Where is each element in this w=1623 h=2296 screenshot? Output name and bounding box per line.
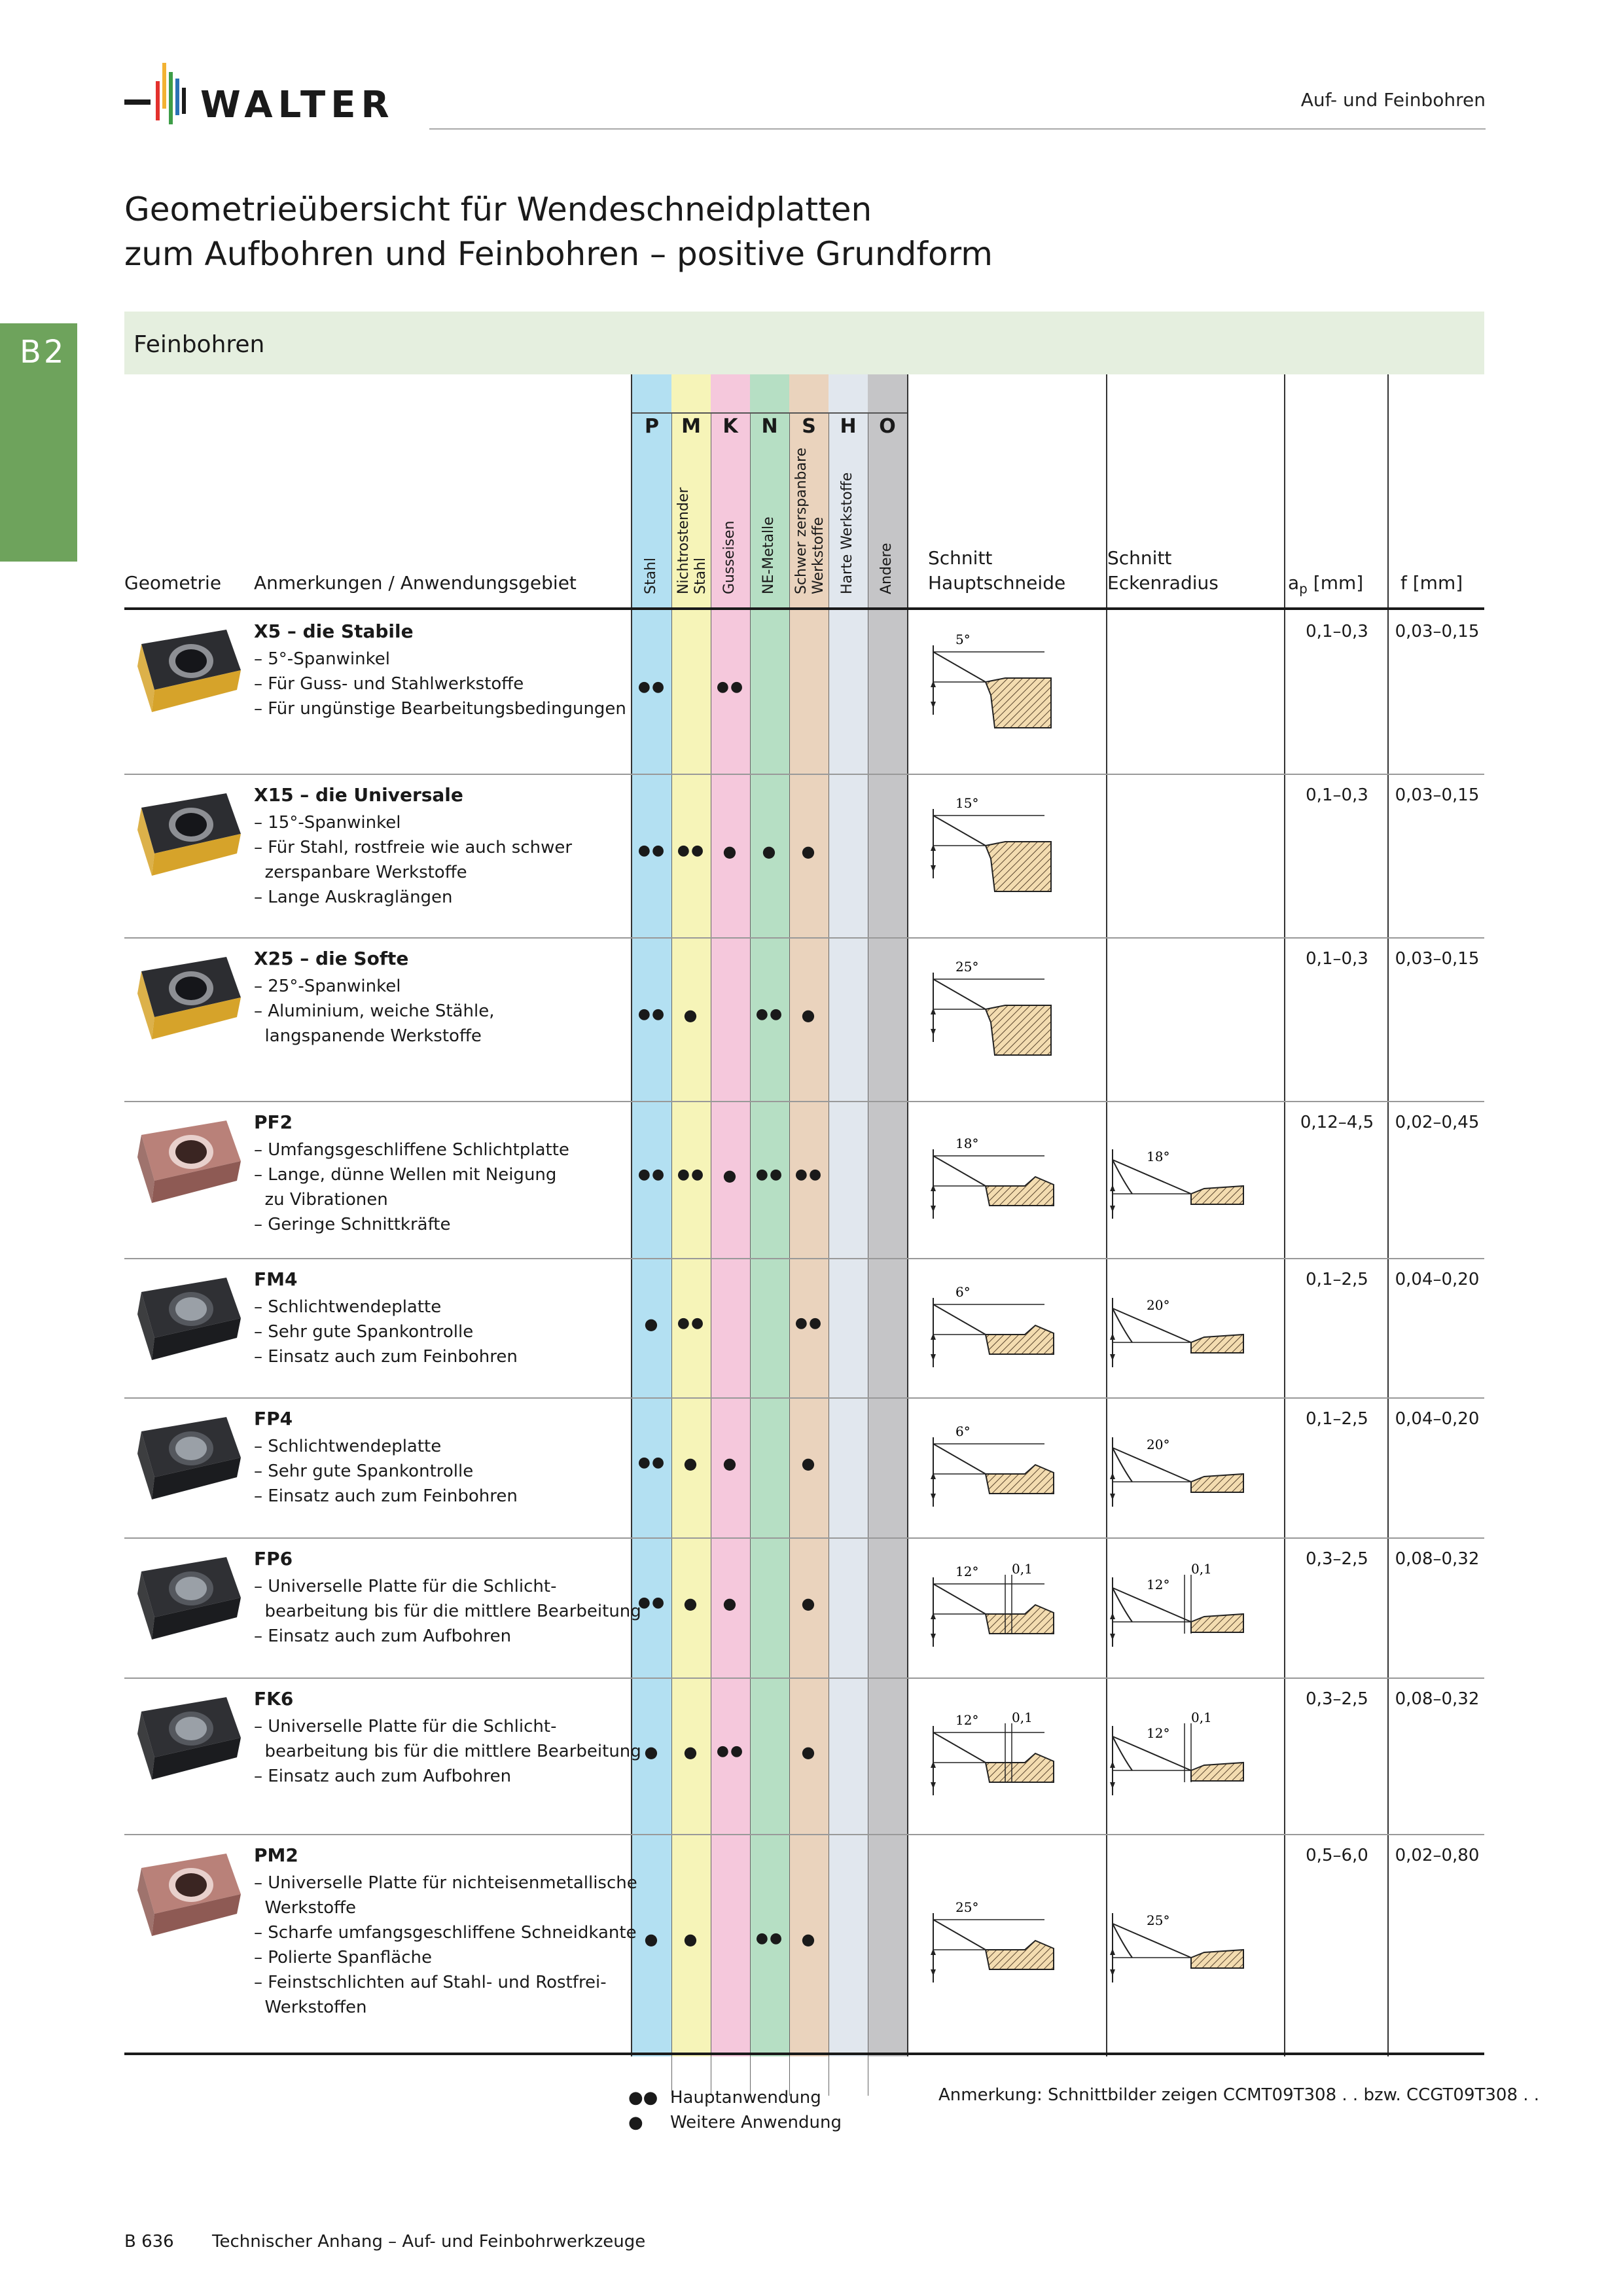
geometry-name: X25 – die Softe bbox=[254, 948, 409, 969]
table-row bbox=[124, 610, 1484, 774]
note-line: – Einsatz auch zum Aufbohren bbox=[254, 1626, 512, 1646]
angle-label: 18° bbox=[955, 1136, 979, 1151]
geometry-notes bbox=[254, 1714, 641, 1789]
note-line: – Einsatz auch zum Aufbohren bbox=[254, 1767, 512, 1786]
insert-image-icon bbox=[128, 1115, 246, 1213]
page-footer bbox=[124, 2232, 678, 2251]
table-row bbox=[124, 1258, 1484, 1397]
cut-corner-radius-sketch bbox=[1093, 1269, 1257, 1400]
header-notes: Anmerkungen / Anwendungsgebiet bbox=[254, 572, 577, 594]
material-name-s bbox=[793, 448, 827, 594]
cut-corner-radius-sketch bbox=[1093, 1884, 1257, 2015]
material-name-h bbox=[839, 473, 856, 594]
cut-main-edge-sketch bbox=[914, 1408, 1077, 1539]
application-dots-n: ●● bbox=[755, 1006, 784, 1022]
table-row bbox=[124, 1834, 1484, 2053]
geometry-name: FK6 bbox=[254, 1688, 294, 1710]
edge-width-label: 0,1 bbox=[1191, 1561, 1212, 1577]
material-letter-p: P bbox=[645, 415, 659, 438]
page-title bbox=[124, 187, 993, 276]
application-dots-k: ●● bbox=[716, 1742, 745, 1759]
geometry-table bbox=[124, 374, 1484, 2056]
geometry-name: X15 – die Universale bbox=[254, 784, 463, 806]
note-line: – Für Stahl, rostfreie wie auch schwer bbox=[254, 838, 573, 857]
geometry-name: FP4 bbox=[254, 1408, 293, 1429]
ap-value: 0,12–4,5 bbox=[1300, 1113, 1374, 1132]
geometry-name: FM4 bbox=[254, 1268, 298, 1290]
f-value: 0,03–0,15 bbox=[1395, 785, 1480, 805]
note-line: – Schlichtwendeplatte bbox=[254, 1437, 442, 1456]
ap-value: 0,1–0,3 bbox=[1306, 622, 1368, 641]
geometry-notes bbox=[254, 1434, 518, 1509]
logo-bars-icon bbox=[124, 62, 196, 127]
geometry-name: FP6 bbox=[254, 1548, 293, 1570]
application-dots-k: ●● bbox=[716, 679, 745, 695]
note-line: – Sehr gute Spankontrolle bbox=[254, 1462, 474, 1481]
material-name-m bbox=[675, 488, 709, 594]
application-dots-m: ●● bbox=[677, 1314, 705, 1331]
material-letter-o: O bbox=[879, 415, 896, 438]
f-value: 0,08–0,32 bbox=[1395, 1549, 1480, 1569]
header-cut-main-line-2: Hauptschneide bbox=[928, 572, 1066, 594]
application-dots-p: ●● bbox=[637, 1594, 666, 1611]
ap-value: 0,3–2,5 bbox=[1306, 1689, 1368, 1709]
insert-image-icon bbox=[128, 788, 246, 886]
geometry-name: PF2 bbox=[254, 1111, 293, 1133]
material-header-rule bbox=[632, 412, 907, 414]
application-dots-s: ● bbox=[801, 1454, 817, 1473]
application-dots-p: ●● bbox=[637, 679, 666, 695]
table-row bbox=[124, 1677, 1484, 1834]
geometry-notes bbox=[254, 1295, 518, 1369]
f-value: 0,03–0,15 bbox=[1395, 949, 1480, 969]
page-title-line-1: Geometrieübersicht für Wendeschneidplatten bbox=[124, 190, 872, 228]
edge-width-label: 0,1 bbox=[1012, 1561, 1033, 1577]
insert-image-icon bbox=[128, 952, 246, 1050]
note-line: langspanende Werkstoffe bbox=[254, 1026, 482, 1046]
material-name-n bbox=[760, 516, 777, 594]
material-name-line-2: Werkstoffe bbox=[810, 516, 827, 594]
header-cut-main-line-1: Schnitt bbox=[928, 547, 993, 569]
material-name-o bbox=[878, 543, 895, 594]
application-dots-k: ● bbox=[722, 1594, 738, 1613]
note-line: – Universelle Platte für die Schlicht- bbox=[254, 1577, 557, 1596]
f-value: 0,02–0,80 bbox=[1395, 1846, 1480, 1865]
header-ap-symbol: a bbox=[1288, 572, 1300, 594]
application-dots-n: ● bbox=[762, 842, 777, 861]
application-dots-p: ● bbox=[644, 1930, 660, 1948]
note-line: – Universelle Platte für nichteisenmetallische bbox=[254, 1873, 637, 1893]
material-letter-s: S bbox=[802, 415, 816, 438]
application-dots-k: ● bbox=[722, 1166, 738, 1185]
application-dots-m: ● bbox=[683, 1454, 699, 1473]
insert-image-icon bbox=[128, 1552, 246, 1650]
header-f: f [mm] bbox=[1400, 572, 1463, 594]
ap-value: 0,1–0,3 bbox=[1306, 949, 1368, 969]
geometry-notes bbox=[254, 647, 626, 721]
material-name-line-1: Andere bbox=[878, 543, 895, 594]
material-name-k bbox=[721, 520, 738, 594]
section-band-label: Feinbohren bbox=[134, 331, 265, 358]
ap-value: 0,1–0,3 bbox=[1306, 785, 1368, 805]
note-line: – Sehr gute Spankontrolle bbox=[254, 1322, 474, 1342]
application-dots-k: ● bbox=[722, 842, 738, 861]
note-line: – Polierte Spanfläche bbox=[254, 1948, 433, 1967]
cut-main-edge-sketch bbox=[914, 944, 1077, 1075]
note-line: – Für ungünstige Bearbeitungsbedingungen bbox=[254, 699, 626, 719]
angle-label: 6° bbox=[955, 1283, 971, 1300]
angle-label: 15° bbox=[955, 795, 979, 811]
material-name-line-1: Stahl bbox=[643, 557, 659, 594]
angle-label: 20° bbox=[1147, 1437, 1170, 1452]
application-dots-p: ●● bbox=[637, 842, 666, 859]
insert-image-icon bbox=[128, 1272, 246, 1371]
legend-main bbox=[628, 2085, 842, 2110]
material-name-line-1: Harte Werkstoffe bbox=[839, 472, 855, 594]
angle-label: 20° bbox=[1147, 1297, 1170, 1313]
angle-label: 12° bbox=[955, 1564, 979, 1579]
note-line: zerspanbare Werkstoffe bbox=[254, 863, 467, 882]
table-row bbox=[124, 1537, 1484, 1677]
material-name-p bbox=[643, 558, 660, 594]
application-dots-m: ● bbox=[683, 1006, 699, 1024]
walter-logo bbox=[124, 62, 399, 134]
logo-text: WALTER bbox=[200, 84, 395, 126]
note-line: – Feinstschlichten auf Stahl- und Rostfrei- bbox=[254, 1973, 607, 1992]
note-line: – Für Guss- und Stahlwerkstoffe bbox=[254, 674, 524, 694]
note-line: bearbeitung bis für die mittlere Bearbeitung bbox=[254, 1602, 641, 1621]
note-line: – 15°-Spanwinkel bbox=[254, 813, 401, 833]
application-dots-p: ● bbox=[644, 1314, 660, 1333]
geometry-notes bbox=[254, 1871, 637, 2020]
application-dots-m: ●● bbox=[677, 1166, 705, 1183]
angle-label: 12° bbox=[1147, 1577, 1170, 1592]
cut-image-note: Anmerkung: Schnittbilder zeigen CCMT09T308 . . bzw. CCGT09T308 . . bbox=[938, 2085, 1540, 2105]
note-line: Werkstoffe bbox=[254, 1898, 357, 1918]
f-value: 0,04–0,20 bbox=[1395, 1409, 1480, 1429]
note-line: – Schlichtwendeplatte bbox=[254, 1297, 442, 1317]
table-row bbox=[124, 1397, 1484, 1537]
ap-value: 0,1–2,5 bbox=[1306, 1409, 1368, 1429]
angle-label: 18° bbox=[1147, 1149, 1170, 1164]
material-name-line-2: Stahl bbox=[692, 557, 709, 594]
note-line: – Aluminium, weiche Stähle, bbox=[254, 1001, 495, 1021]
application-dots-n: ●● bbox=[755, 1930, 784, 1946]
cut-main-edge-sketch bbox=[914, 1121, 1077, 1251]
geometry-notes bbox=[254, 810, 572, 910]
page-title-line-2: zum Aufbohren und Feinbohren – positive Grundform bbox=[124, 235, 993, 273]
geometry-name: X5 – die Stabile bbox=[254, 620, 414, 642]
insert-image-icon bbox=[128, 1848, 246, 1946]
application-dots-s: ●● bbox=[794, 1314, 823, 1331]
cut-corner-radius-sketch bbox=[1093, 1408, 1257, 1539]
legend-other-label: Weitere Anwendung bbox=[670, 2113, 842, 2132]
application-dots-s: ● bbox=[801, 1742, 817, 1761]
application-dots-m: ●● bbox=[677, 842, 705, 859]
f-value: 0,04–0,20 bbox=[1395, 1270, 1480, 1289]
geometry-notes bbox=[254, 1574, 641, 1649]
note-line: – Lange, dünne Wellen mit Neigung bbox=[254, 1165, 557, 1185]
material-name-line-1: Schwer zerspanbare bbox=[793, 447, 810, 594]
table-row bbox=[124, 1101, 1484, 1258]
ap-value: 0,3–2,5 bbox=[1306, 1549, 1368, 1569]
angle-label: 6° bbox=[955, 1424, 971, 1439]
table-row bbox=[124, 937, 1484, 1101]
header-ap-subscript: p bbox=[1299, 581, 1308, 597]
application-dots-s: ●● bbox=[794, 1166, 823, 1183]
cut-main-edge-sketch bbox=[914, 1269, 1077, 1400]
footer-text: Technischer Anhang – Auf- und Feinbohrwerkzeuge bbox=[212, 2232, 646, 2251]
insert-image-icon bbox=[128, 1692, 246, 1790]
note-line: – Einsatz auch zum Feinbohren bbox=[254, 1486, 518, 1506]
note-line: – Scharfe umfangsgeschliffene Schneidkante bbox=[254, 1923, 637, 1943]
geometry-notes bbox=[254, 1138, 569, 1237]
f-value: 0,03–0,15 bbox=[1395, 622, 1480, 641]
edge-width-label: 0,1 bbox=[1191, 1709, 1212, 1725]
table-row bbox=[124, 774, 1484, 937]
cut-main-edge-sketch bbox=[914, 617, 1077, 747]
cut-main-edge-sketch bbox=[914, 1697, 1077, 1828]
material-letter-h: H bbox=[840, 415, 857, 438]
application-dots-s: ● bbox=[801, 1594, 817, 1613]
application-dots-s: ● bbox=[801, 842, 817, 861]
note-line: – Lange Auskraglängen bbox=[254, 888, 453, 907]
header-rule bbox=[429, 128, 1486, 130]
material-name-line-1: Gusseisen bbox=[721, 520, 738, 594]
insert-image-icon bbox=[128, 624, 246, 723]
application-dots-p: ●● bbox=[637, 1454, 666, 1471]
material-letter-k: K bbox=[722, 415, 738, 438]
note-line: bearbeitung bis für die mittlere Bearbeitung bbox=[254, 1742, 641, 1761]
section-label: Auf- und Feinbohren bbox=[1300, 89, 1486, 111]
chapter-tab-label: B2 bbox=[20, 334, 67, 370]
header-cut-corner-line-2: Eckenradius bbox=[1107, 572, 1219, 594]
angle-label: 5° bbox=[955, 632, 971, 647]
angle-label: 25° bbox=[1147, 1912, 1170, 1928]
page-number: B 636 bbox=[124, 2232, 174, 2251]
cut-main-edge-sketch bbox=[914, 1884, 1077, 2015]
note-line: – Universelle Platte für die Schlicht- bbox=[254, 1717, 557, 1736]
material-name-line-1: Nichtrostender bbox=[675, 487, 692, 594]
note-line: zu Vibrationen bbox=[254, 1190, 388, 1210]
application-dots-n: ●● bbox=[755, 1166, 784, 1183]
header-cut-corner-line-1: Schnitt bbox=[1107, 547, 1172, 569]
geometry-notes bbox=[254, 974, 494, 1049]
angle-label: 12° bbox=[955, 1712, 979, 1728]
application-dots-m: ● bbox=[683, 1742, 699, 1761]
geometry-name: PM2 bbox=[254, 1844, 298, 1866]
cut-corner-radius-sketch bbox=[1093, 1697, 1257, 1828]
note-line: Werkstoffen bbox=[254, 1998, 367, 2017]
ap-value: 0,1–2,5 bbox=[1306, 1270, 1368, 1289]
legend bbox=[628, 2085, 842, 2135]
application-dots-k: ● bbox=[722, 1454, 738, 1473]
f-value: 0,02–0,45 bbox=[1395, 1113, 1480, 1132]
material-name-line-1: NE-Metalle bbox=[760, 516, 777, 594]
application-dots-m: ● bbox=[683, 1930, 699, 1948]
angle-label: 25° bbox=[955, 959, 979, 975]
material-letter-n: N bbox=[761, 415, 778, 438]
note-line: – Einsatz auch zum Feinbohren bbox=[254, 1347, 518, 1367]
note-line: – Umfangsgeschliffene Schlichtplatte bbox=[254, 1140, 569, 1160]
section-band bbox=[124, 312, 1484, 374]
cut-main-edge-sketch bbox=[914, 780, 1077, 911]
header-cut-main bbox=[928, 546, 1065, 596]
material-letter-m: M bbox=[681, 415, 701, 438]
cut-main-edge-sketch bbox=[914, 1549, 1077, 1679]
legend-other-symbol: ● bbox=[628, 2113, 643, 2132]
header-geometry: Geometrie bbox=[124, 572, 222, 594]
application-dots-p: ●● bbox=[637, 1006, 666, 1022]
application-dots-s: ● bbox=[801, 1006, 817, 1024]
ap-value: 0,5–6,0 bbox=[1306, 1846, 1368, 1865]
header-cut-corner bbox=[1107, 546, 1219, 596]
angle-label: 25° bbox=[955, 1899, 979, 1915]
application-dots-p: ●● bbox=[637, 1166, 666, 1183]
edge-width-label: 0,1 bbox=[1012, 1709, 1033, 1725]
legend-main-symbol: ●● bbox=[628, 2088, 658, 2108]
header-ap bbox=[1288, 571, 1363, 601]
note-line: – Geringe Schnittkräfte bbox=[254, 1215, 451, 1234]
insert-image-icon bbox=[128, 1412, 246, 1510]
angle-label: 12° bbox=[1147, 1725, 1170, 1741]
legend-other bbox=[628, 2110, 842, 2135]
application-dots-s: ● bbox=[801, 1930, 817, 1948]
header-ap-unit: [mm] bbox=[1307, 572, 1364, 594]
note-line: – 25°-Spanwinkel bbox=[254, 977, 401, 996]
legend-main-label: Hauptanwendung bbox=[670, 2088, 821, 2108]
cut-corner-radius-sketch bbox=[1093, 1121, 1257, 1251]
cut-corner-radius-sketch bbox=[1093, 1549, 1257, 1679]
chapter-tab bbox=[0, 323, 77, 562]
application-dots-p: ● bbox=[644, 1742, 660, 1761]
application-dots-m: ● bbox=[683, 1594, 699, 1613]
row-divider bbox=[124, 2053, 1484, 2055]
f-value: 0,08–0,32 bbox=[1395, 1689, 1480, 1709]
note-line: – 5°-Spanwinkel bbox=[254, 649, 390, 669]
